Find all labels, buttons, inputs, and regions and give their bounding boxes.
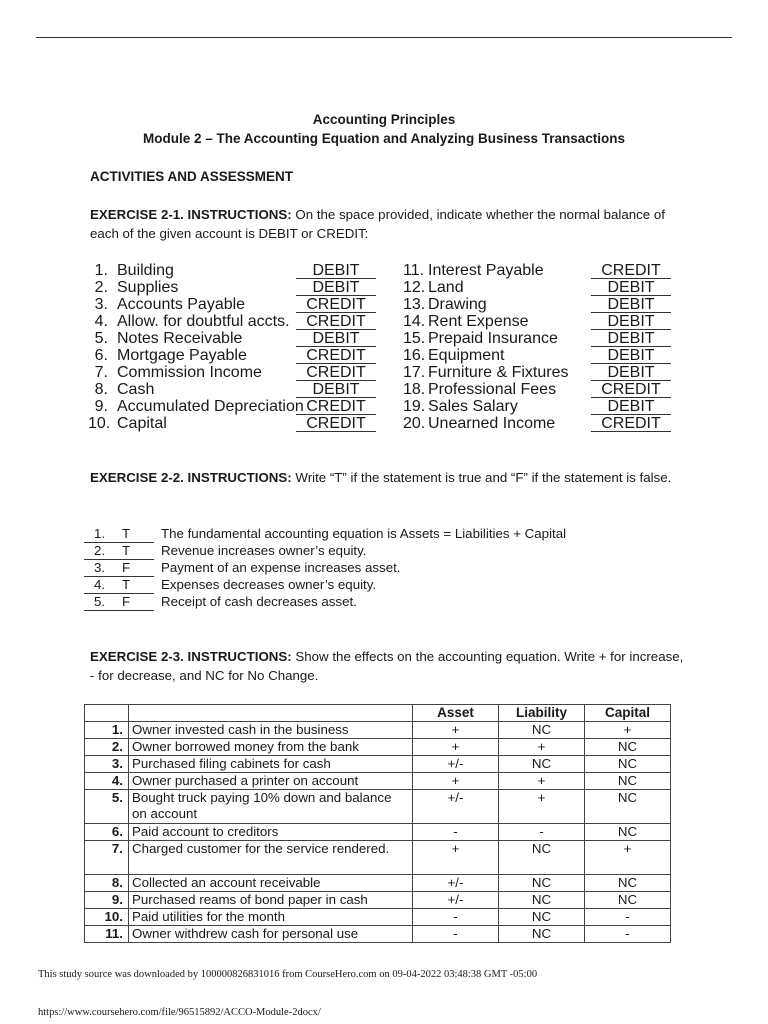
- normal-balance-answer: CREDIT: [296, 415, 376, 432]
- account-name: Cash: [117, 381, 155, 398]
- statement-number: 2.: [94, 543, 106, 558]
- normal-balance-answer: CREDIT: [296, 364, 376, 381]
- header-liability: Liability: [499, 705, 585, 722]
- account-name: Accumulated Depreciation: [117, 398, 304, 415]
- asset-effect: +: [413, 841, 499, 875]
- account-name: Professional Fees: [428, 381, 557, 398]
- account-name: Prepaid Insurance: [428, 330, 558, 347]
- account-number: 5.: [94, 330, 108, 347]
- transaction-description: Purchased filing cabinets for cash: [129, 756, 413, 773]
- account-number: 7.: [94, 364, 108, 381]
- capital-effect: NC: [585, 892, 671, 909]
- transaction-description: Charged customer for the service rendered.: [129, 841, 413, 875]
- normal-balance-answer: CREDIT: [296, 398, 376, 415]
- normal-balance-answer: CREDIT: [296, 347, 376, 364]
- account-number: 8.: [94, 381, 108, 398]
- account-number: 4.: [94, 313, 108, 330]
- transaction-number: 1.: [85, 722, 129, 739]
- account-number: 16.: [403, 347, 426, 364]
- statement-text: Payment of an expense increases asset.: [161, 560, 401, 575]
- account-name: Notes Receivable: [117, 330, 243, 347]
- normal-balance-answer: CREDIT: [296, 313, 376, 330]
- liability-effect: +: [499, 773, 585, 790]
- normal-balance-answer: CREDIT: [591, 262, 671, 279]
- asset-effect: -: [413, 926, 499, 943]
- account-name: Interest Payable: [428, 262, 544, 279]
- account-number: 12.: [403, 279, 426, 296]
- source-url: https://www.coursehero.com/file/96515892/ACCO-Module-2docx/: [38, 1007, 321, 1018]
- account-number: 10.: [88, 415, 111, 432]
- asset-effect: +: [413, 722, 499, 739]
- liability-effect: NC: [499, 892, 585, 909]
- transaction-description: Collected an account receivable: [129, 875, 413, 892]
- asset-effect: +/-: [413, 892, 499, 909]
- table-row: [85, 926, 671, 943]
- table-row: [85, 722, 671, 739]
- table-row: [85, 841, 671, 875]
- account-name: Capital: [117, 415, 167, 432]
- document-title: Accounting Principles: [312, 112, 456, 127]
- transaction-description: Bought truck paying 10% down and balance on account: [129, 790, 413, 824]
- account-number: 6.: [94, 347, 108, 364]
- account-number: 19.: [403, 398, 426, 415]
- account-name: Drawing: [428, 296, 487, 313]
- normal-balance-answer: DEBIT: [591, 364, 671, 381]
- statement-text: Receipt of cash decreases asset.: [161, 594, 357, 609]
- liability-effect: NC: [499, 926, 585, 943]
- account-number: 3.: [94, 296, 108, 313]
- true-false-answer: T: [122, 543, 131, 558]
- capital-effect: NC: [585, 790, 671, 824]
- table-row: [85, 773, 671, 790]
- transaction-description: Owner purchased a printer on account: [129, 773, 413, 790]
- liability-effect: +: [499, 790, 585, 824]
- capital-effect: +: [585, 841, 671, 875]
- transaction-description: Paid account to creditors: [129, 824, 413, 841]
- transaction-number: 10.: [85, 909, 129, 926]
- capital-effect: +: [585, 722, 671, 739]
- asset-effect: +/-: [413, 756, 499, 773]
- account-name: Furniture & Fixtures: [428, 364, 569, 381]
- liability-effect: NC: [499, 841, 585, 875]
- normal-balance-answer: DEBIT: [591, 330, 671, 347]
- liability-effect: NC: [499, 756, 585, 773]
- true-false-answer: F: [122, 560, 131, 575]
- account-name: Unearned Income: [428, 415, 556, 432]
- capital-effect: -: [585, 926, 671, 943]
- header-cell: [85, 705, 129, 722]
- true-false-answer: T: [122, 526, 131, 541]
- account-name: Supplies: [117, 279, 179, 296]
- asset-effect: +/-: [413, 790, 499, 824]
- account-name: Commission Income: [117, 364, 262, 381]
- header-asset: Asset: [413, 705, 499, 722]
- ex2-label: EXERCISE 2-2. INSTRUCTIONS:: [90, 470, 292, 485]
- asset-effect: -: [413, 824, 499, 841]
- account-number: 9.: [94, 398, 108, 415]
- ex3-label: EXERCISE 2-3. INSTRUCTIONS:: [90, 649, 292, 664]
- normal-balance-answer: DEBIT: [591, 296, 671, 313]
- account-name: Accounts Payable: [117, 296, 246, 313]
- account-number: 15.: [403, 330, 426, 347]
- statement-text: Expenses decreases owner’s equity.: [161, 577, 377, 592]
- statement-text: The fundamental accounting equation is Assets = Liabilities + Capital: [161, 526, 567, 541]
- transaction-number: 11.: [85, 926, 129, 943]
- normal-balance-answer: DEBIT: [296, 279, 376, 296]
- true-false-answer: T: [122, 577, 131, 592]
- normal-balance-answer: DEBIT: [591, 279, 671, 296]
- account-number: 14.: [403, 313, 426, 330]
- ex1-text: On the space provided, indicate whether the normal balance of each of the given account is DEBIT or CREDIT:: [90, 207, 665, 241]
- transaction-number: 6.: [85, 824, 129, 841]
- capital-effect: NC: [585, 773, 671, 790]
- liability-effect: NC: [499, 875, 585, 892]
- capital-effect: -: [585, 909, 671, 926]
- capital-effect: NC: [585, 739, 671, 756]
- normal-balance-answer: DEBIT: [591, 398, 671, 415]
- normal-balance-answer: CREDIT: [591, 415, 671, 432]
- account-number: 1.: [94, 262, 108, 279]
- capital-effect: NC: [585, 756, 671, 773]
- transaction-number: 3.: [85, 756, 129, 773]
- ex2-instructions: [90, 468, 690, 487]
- table-row: [85, 790, 671, 824]
- true-false-answer: F: [122, 594, 131, 609]
- header-cell: [129, 705, 413, 722]
- table-row: [85, 909, 671, 926]
- document-subtitle: Module 2 – The Accounting Equation and Analyzing Business Transactions: [142, 131, 626, 146]
- account-name: Equipment: [428, 347, 505, 364]
- effects-header-row: [85, 705, 671, 722]
- normal-balance-answer: DEBIT: [296, 381, 376, 398]
- capital-effect: NC: [585, 875, 671, 892]
- liability-effect: NC: [499, 722, 585, 739]
- header-rule: [36, 37, 732, 38]
- download-source-note: This study source was downloaded by 100000826831016 from CourseHero.com on 09-04-2022 03:48:38 GMT -05:00: [38, 969, 538, 980]
- transaction-description: Owner borrowed money from the bank: [129, 739, 413, 756]
- statement-number: 4.: [94, 577, 106, 592]
- table-row: [85, 892, 671, 909]
- section-heading: ACTIVITIES AND ASSESSMENT: [90, 169, 294, 184]
- normal-balance-answer: DEBIT: [296, 330, 376, 347]
- normal-balance-answer: DEBIT: [591, 347, 671, 364]
- effects-table: [84, 704, 671, 943]
- account-number: 11.: [403, 262, 425, 279]
- account-name: Sales Salary: [428, 398, 518, 415]
- header-capital: Capital: [585, 705, 671, 722]
- normal-balance-answer: DEBIT: [591, 313, 671, 330]
- asset-effect: +: [413, 773, 499, 790]
- normal-balance-answer: CREDIT: [296, 296, 376, 313]
- table-row: [85, 756, 671, 773]
- liability-effect: +: [499, 739, 585, 756]
- ex3-instructions: [90, 647, 690, 685]
- account-name: Rent Expense: [428, 313, 529, 330]
- normal-balance-answer: DEBIT: [296, 262, 376, 279]
- ex1-label: EXERCISE 2-1. INSTRUCTIONS:: [90, 207, 292, 222]
- ex1-instructions: [90, 205, 690, 243]
- transaction-description: Owner invested cash in the business: [129, 722, 413, 739]
- statement-text: Revenue increases owner’s equity.: [161, 543, 367, 558]
- transaction-number: 7.: [85, 841, 129, 875]
- account-name: Land: [428, 279, 464, 296]
- transaction-number: 4.: [85, 773, 129, 790]
- transaction-number: 5.: [85, 790, 129, 824]
- account-number: 2.: [94, 279, 108, 296]
- table-row: [85, 824, 671, 841]
- account-number: 20.: [403, 415, 426, 432]
- statement-number: 5.: [94, 594, 106, 609]
- account-number: 17.: [403, 364, 426, 381]
- statement-number: 3.: [94, 560, 106, 575]
- asset-effect: +: [413, 739, 499, 756]
- account-name: Building: [117, 262, 174, 279]
- liability-effect: -: [499, 824, 585, 841]
- statement-number: 1.: [94, 526, 106, 541]
- asset-effect: -: [413, 909, 499, 926]
- normal-balance-answer: CREDIT: [591, 381, 671, 398]
- transaction-description: Paid utilities for the month: [129, 909, 413, 926]
- account-number: 18.: [403, 381, 426, 398]
- transaction-number: 9.: [85, 892, 129, 909]
- transaction-number: 8.: [85, 875, 129, 892]
- table-row: [85, 875, 671, 892]
- transaction-description: Purchased reams of bond paper in cash: [129, 892, 413, 909]
- ex2-text: Write “T” if the statement is true and “F” if the statement is false.: [291, 470, 672, 485]
- liability-effect: NC: [499, 909, 585, 926]
- account-number: 13.: [403, 296, 426, 313]
- capital-effect: NC: [585, 824, 671, 841]
- account-name: Mortgage Payable: [117, 347, 247, 364]
- transaction-description: Owner withdrew cash for personal use: [129, 926, 413, 943]
- ex3-text: Show the effects on the accounting equation. Write + for increase, - for decrease, and NC for No Change.: [90, 649, 684, 683]
- asset-effect: +/-: [413, 875, 499, 892]
- table-row: [85, 739, 671, 756]
- transaction-number: 2.: [85, 739, 129, 756]
- account-name: Allow. for doubtful accts.: [117, 313, 290, 330]
